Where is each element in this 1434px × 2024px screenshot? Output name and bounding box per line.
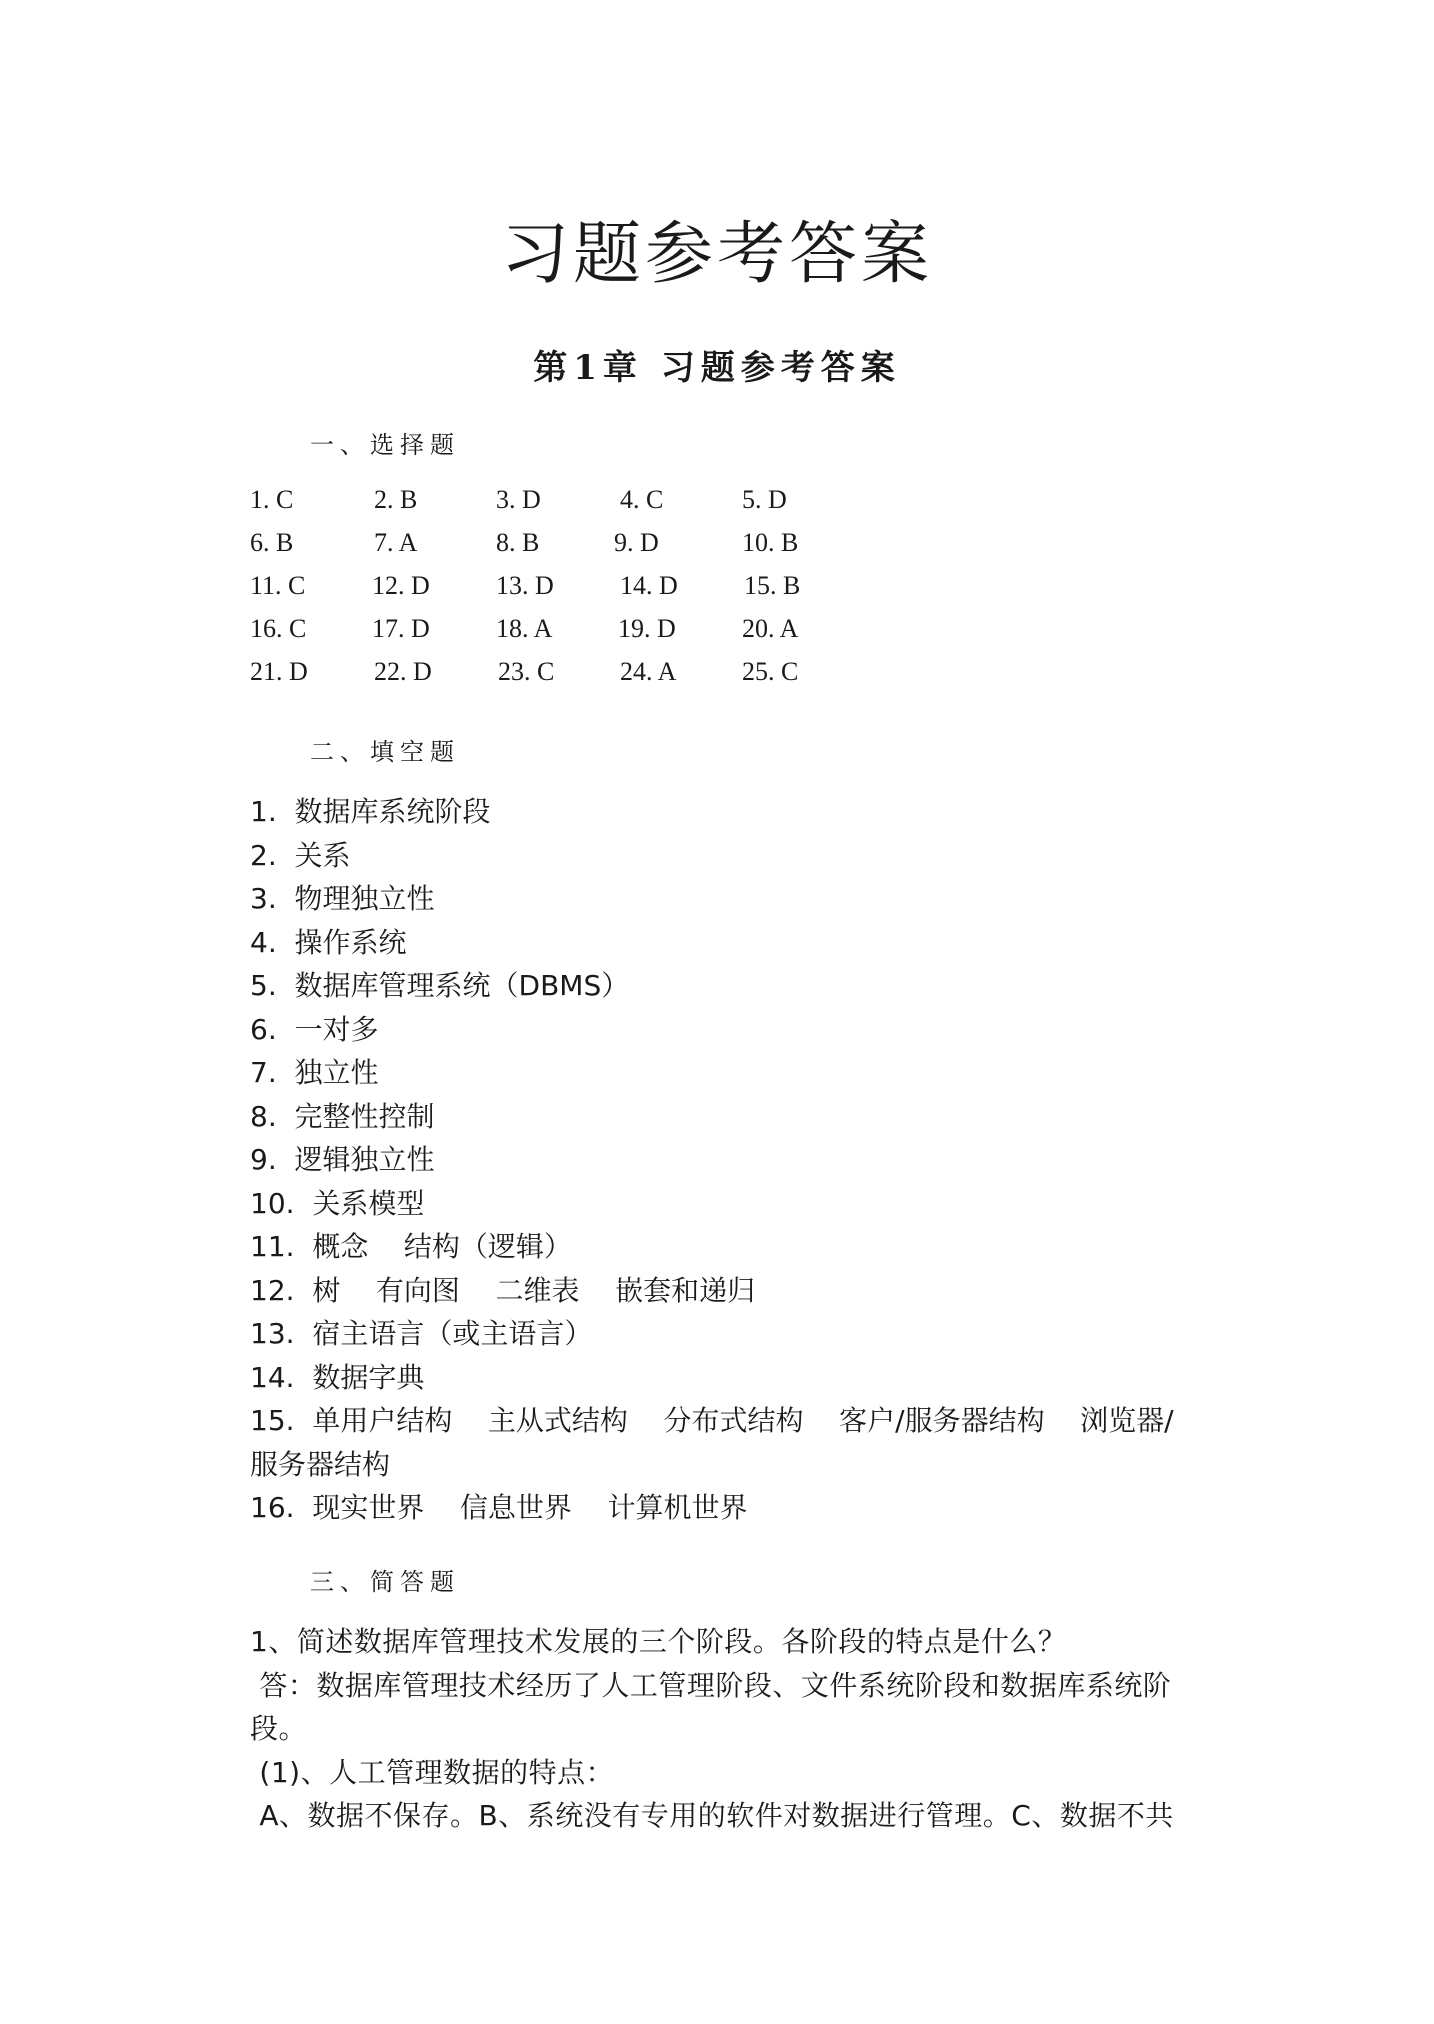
fill-answer: 6. 一对多: [250, 1012, 379, 1046]
short-answer-block: [250, 1620, 1200, 1838]
choice-answer-grid: [250, 485, 950, 700]
fill-answer: 5. 数据库管理系统（DBMS）: [250, 969, 630, 1002]
choice-answer: 24. A: [620, 657, 677, 686]
choice-answer: 17. D: [372, 614, 430, 643]
choice-answer: 16. C: [250, 614, 307, 643]
question-text: 1、简述数据库管理技术发展的三个阶段。各阶段的特点是什么？: [250, 1625, 1067, 1658]
choice-answer: 12. D: [372, 571, 430, 600]
choice-row: [250, 528, 950, 571]
fill-answer-continuation: 服务器结构: [250, 1447, 391, 1481]
fill-answer-list: [250, 790, 1200, 1530]
chapter-heading: 第1章 习题参考答案: [533, 348, 901, 388]
choice-answer: 23. C: [498, 657, 555, 686]
fill-answer: 8. 完整性控制: [250, 1099, 435, 1133]
choice-answer: 15. B: [744, 571, 801, 600]
choice-answer: 8. B: [496, 528, 540, 557]
choice-answer: 7. A: [374, 528, 418, 557]
fill-answer: 10. 关系模型: [250, 1186, 425, 1220]
choice-row: [250, 485, 950, 528]
choice-answer: 25. C: [742, 657, 799, 686]
choice-answer: 9. D: [614, 528, 659, 557]
fill-answer: 2. 关系: [250, 838, 351, 872]
fill-answer: 1. 数据库系统阶段: [250, 795, 491, 828]
fill-answer: 4. 操作系统: [250, 925, 407, 959]
section-heading-fill: 二、填空题: [310, 738, 460, 766]
choice-answer: 1. C: [250, 485, 294, 514]
answer-text: (1)、人工管理数据的特点：: [250, 1755, 615, 1789]
answer-text: 答：数据库管理技术经历了人工管理阶段、文件系统阶段和数据库系统阶: [250, 1668, 1172, 1702]
choice-answer: 18. A: [496, 614, 553, 643]
choice-answer: 14. D: [620, 571, 678, 600]
section-heading-choice: 一、选择题: [310, 431, 460, 459]
choice-answer: 11. C: [250, 571, 306, 600]
answer-text: A、数据不保存。B、系统没有专用的软件对数据进行管理。C、数据不共: [250, 1799, 1174, 1832]
choice-answer: 2. B: [374, 485, 418, 514]
choice-answer: 10. B: [742, 528, 799, 557]
choice-answer: 19. D: [618, 614, 676, 643]
choice-row: [250, 614, 950, 657]
fill-answer: 14. 数据字典: [250, 1360, 425, 1394]
choice-answer: 5. D: [742, 485, 787, 514]
fill-answer: 11. 概念 结构（逻辑）: [250, 1230, 572, 1263]
choice-row: [250, 657, 950, 700]
fill-answer: 7. 独立性: [250, 1056, 379, 1089]
fill-answer: 12. 树 有向图 二维表 嵌套和递归: [250, 1273, 756, 1307]
document-title: 习题参考答案: [500, 215, 933, 294]
choice-answer: 3. D: [496, 485, 541, 514]
fill-answer: 16. 现实世界 信息世界 计算机世界: [250, 1491, 748, 1524]
choice-answer: 21. D: [250, 657, 308, 686]
choice-answer: 22. D: [374, 657, 432, 686]
fill-answer: 13. 宿主语言（或主语言）: [250, 1317, 593, 1350]
fill-answer: 9. 逻辑独立性: [250, 1143, 435, 1176]
answer-text: 段。: [250, 1712, 308, 1745]
choice-answer: 4. C: [620, 485, 664, 514]
fill-answer: 3. 物理独立性: [250, 882, 435, 915]
fill-answer: 15. 单用户结构 主从式结构 分布式结构 客户/服务器结构 浏览器/: [250, 1404, 1174, 1437]
section-heading-short: 三、简答题: [310, 1568, 460, 1596]
choice-answer: 13. D: [496, 571, 554, 600]
choice-row: [250, 571, 950, 614]
choice-answer: 20. A: [742, 614, 799, 643]
choice-answer: 6. B: [250, 528, 294, 557]
